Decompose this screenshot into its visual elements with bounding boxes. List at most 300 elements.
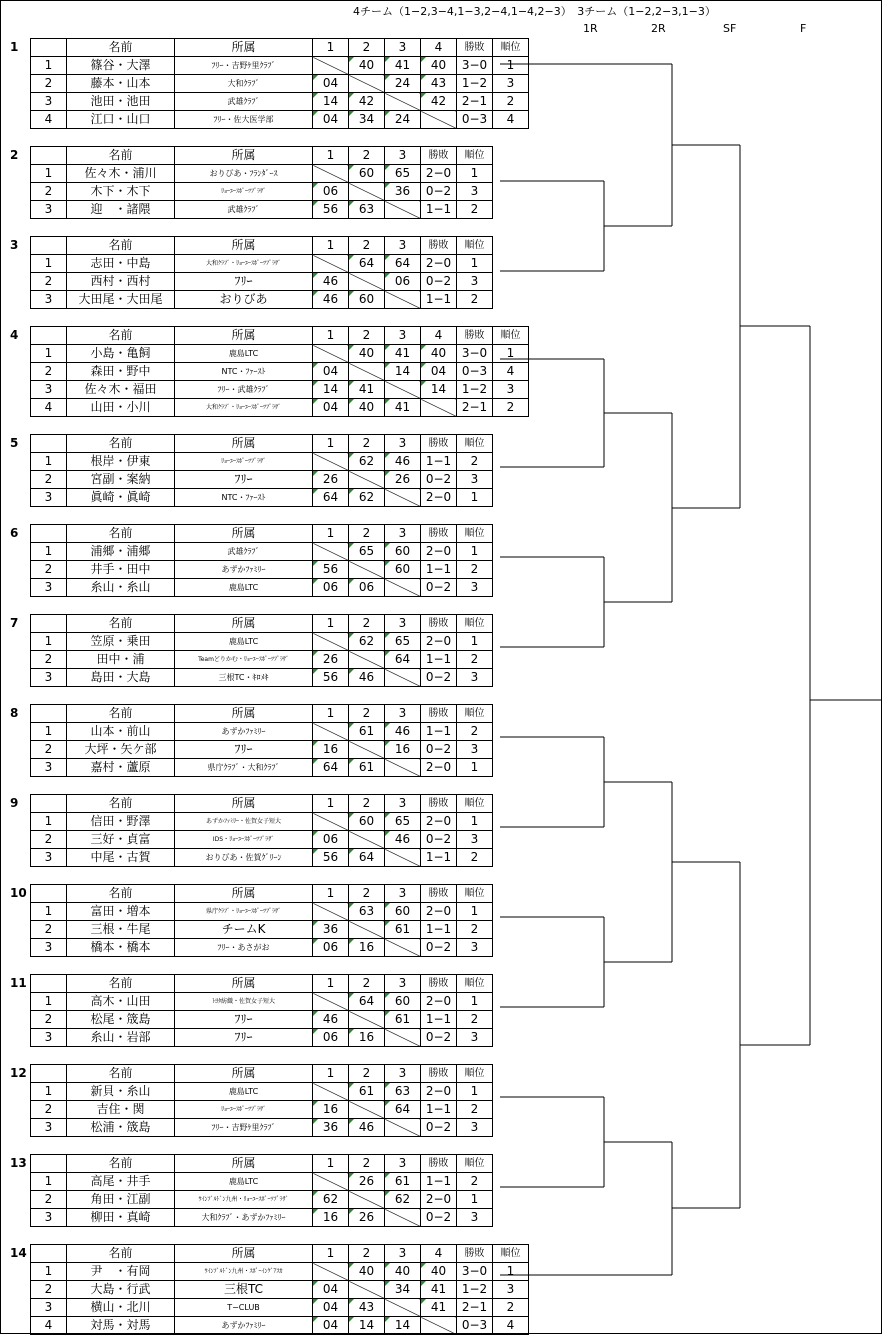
header-affil: 所属 (175, 1245, 313, 1263)
score-cell: 64 (313, 759, 349, 777)
score-cell: 41 (385, 399, 421, 417)
rank: 4 (493, 363, 529, 381)
group-number: 12 (10, 1066, 27, 1080)
rank: 3 (493, 1281, 529, 1299)
rank: 4 (493, 111, 529, 129)
win-loss: 1−1 (421, 849, 457, 867)
player-names: 佐々木・浦川 (67, 165, 175, 183)
player-affiliation: あずかﾌｧﾐﾘｰ・佐賀女子短大 (175, 813, 313, 831)
score-cell: 64 (349, 849, 385, 867)
header-c1: 1 (313, 327, 349, 345)
win-loss: 0−2 (421, 1209, 457, 1227)
header-c2: 2 (349, 237, 385, 255)
player-affiliation: おりびあ・ﾌﾗﾝﾀﾞｰｽ (175, 165, 313, 183)
player-names: 高尾・井手 (67, 1173, 175, 1191)
rank: 2 (457, 723, 493, 741)
header-affil: 所属 (175, 975, 313, 993)
player-affiliation: IDS・ﾘｮｰﾕｰｽﾎﾟｰﾂﾌﾟﾗｻﾞ (175, 831, 313, 849)
score-cell: 41 (421, 1299, 457, 1317)
header-name: 名前 (67, 885, 175, 903)
score-cell: 43 (421, 75, 457, 93)
rank: 3 (457, 1119, 493, 1137)
score-cell: 04 (313, 1317, 349, 1335)
player-affiliation: 三根TC (175, 1281, 313, 1299)
score-cell: 64 (385, 255, 421, 273)
rank: 3 (457, 471, 493, 489)
header-c3: 3 (385, 885, 421, 903)
rank: 1 (457, 903, 493, 921)
player-names: 対馬・対馬 (67, 1317, 175, 1335)
header-c4: 4 (421, 39, 457, 57)
score-cell: 36 (313, 921, 349, 939)
score-cell: 40 (349, 345, 385, 363)
player-no: 3 (31, 381, 67, 399)
score-cell: 65 (385, 165, 421, 183)
player-no: 3 (31, 1029, 67, 1047)
header-c4: 4 (421, 1245, 457, 1263)
win-loss: 1−1 (421, 1101, 457, 1119)
win-loss: 1−1 (421, 291, 457, 309)
player-no: 3 (31, 489, 67, 507)
group-number: 8 (10, 706, 19, 720)
player-affiliation: ﾘｮｰﾕｰｽﾎﾟｰﾂﾌﾟﾗｻﾞ (175, 453, 313, 471)
rank: 1 (457, 633, 493, 651)
header-c2: 2 (349, 1245, 385, 1263)
header-c3: 3 (385, 795, 421, 813)
win-loss: 3−0 (457, 57, 493, 75)
header-name: 名前 (67, 975, 175, 993)
player-affiliation: 鹿島LTC (175, 345, 313, 363)
win-loss: 2−0 (421, 255, 457, 273)
player-affiliation: ﾘｮｰﾕｰｽﾎﾟｰﾂﾌﾟﾗｻﾞ (175, 1101, 313, 1119)
header-c3: 3 (385, 327, 421, 345)
header-wl: 勝敗 (457, 1245, 493, 1263)
score-cell: 16 (313, 741, 349, 759)
group-number: 14 (10, 1246, 27, 1260)
group-number: 1 (10, 40, 19, 54)
player-affiliation: ﾘｮｰﾕｰｽﾎﾟｰﾂﾌﾟﾗｻﾞ (175, 183, 313, 201)
header-c3: 3 (385, 1155, 421, 1173)
score-cell: 04 (313, 111, 349, 129)
player-no: 2 (31, 273, 67, 291)
score-cell: 41 (385, 57, 421, 75)
player-no: 2 (31, 651, 67, 669)
player-affiliation: ﾌﾘｰ (175, 273, 313, 291)
header-c2: 2 (349, 1065, 385, 1083)
player-no: 3 (31, 849, 67, 867)
player-no: 1 (31, 1263, 67, 1281)
player-no: 1 (31, 255, 67, 273)
rank: 2 (457, 651, 493, 669)
round-f-label: F (800, 22, 807, 35)
score-cell: 14 (385, 1317, 421, 1335)
win-loss: 2−0 (421, 759, 457, 777)
win-loss: 2−0 (421, 489, 457, 507)
header-wl: 勝敗 (457, 39, 493, 57)
score-cell: 62 (385, 1191, 421, 1209)
player-names: 根岸・伊東 (67, 453, 175, 471)
win-loss: 2−0 (421, 993, 457, 1011)
score-cell: 46 (385, 831, 421, 849)
player-affiliation: T−CLUB (175, 1299, 313, 1317)
player-affiliation: 武雄ｸﾗﾌﾞ (175, 201, 313, 219)
score-cell: 40 (349, 399, 385, 417)
score-cell: 46 (313, 1011, 349, 1029)
player-names: 宮副・案納 (67, 471, 175, 489)
player-affiliation: 鹿島LTC (175, 1173, 313, 1191)
score-cell: 40 (349, 1263, 385, 1281)
header-rank: 順位 (457, 525, 493, 543)
player-affiliation: おりびあ・佐賀ｸﾞﾘｰﾝ (175, 849, 313, 867)
player-names: 大坪・矢ケ部 (67, 741, 175, 759)
player-names: 橋本・橋本 (67, 939, 175, 957)
player-affiliation: ﾌﾘｰ・武雄ｸﾗﾌﾞ (175, 381, 313, 399)
header-rank: 順位 (457, 1065, 493, 1083)
score-cell: 65 (349, 543, 385, 561)
group-number: 10 (10, 886, 27, 900)
header-c3: 3 (385, 975, 421, 993)
player-names: 木下・木下 (67, 183, 175, 201)
header-rank: 順位 (457, 237, 493, 255)
header-c1: 1 (313, 1065, 349, 1083)
group-number: 3 (10, 238, 19, 252)
header-affil: 所属 (175, 795, 313, 813)
player-affiliation: ﾌﾘｰ (175, 1029, 313, 1047)
score-cell: 16 (385, 741, 421, 759)
score-cell: 26 (313, 651, 349, 669)
rank: 1 (457, 255, 493, 273)
header-affil: 所属 (175, 885, 313, 903)
score-cell: 06 (313, 183, 349, 201)
header-c2: 2 (349, 327, 385, 345)
header-c3: 3 (385, 435, 421, 453)
win-loss: 2−1 (457, 399, 493, 417)
player-affiliation: 武雄ｸﾗﾌﾞ (175, 93, 313, 111)
score-cell: 14 (313, 381, 349, 399)
score-cell: 36 (313, 1119, 349, 1137)
header-wl: 勝敗 (421, 147, 457, 165)
score-cell: 61 (385, 1011, 421, 1029)
rank: 3 (457, 183, 493, 201)
score-cell: 60 (385, 561, 421, 579)
rank: 2 (457, 921, 493, 939)
player-affiliation: 大和ｸﾗﾌﾞ・あずかﾌｧﾐﾘｰ (175, 1209, 313, 1227)
player-no: 1 (31, 633, 67, 651)
score-cell: 06 (385, 273, 421, 291)
score-cell: 16 (349, 939, 385, 957)
win-loss: 0−2 (421, 273, 457, 291)
score-cell: 04 (313, 399, 349, 417)
header-c3: 3 (385, 1065, 421, 1083)
rank: 3 (457, 273, 493, 291)
player-names: 志田・中島 (67, 255, 175, 273)
player-names: 富田・増本 (67, 903, 175, 921)
rank: 1 (457, 165, 493, 183)
rank: 2 (457, 849, 493, 867)
win-loss: 0−2 (421, 471, 457, 489)
player-names: 藤本・山本 (67, 75, 175, 93)
score-cell: 63 (349, 201, 385, 219)
player-affiliation: 大和ｸﾗﾌﾞ・ﾘｮｰﾕｰｽﾎﾟｰﾂﾌﾟﾗｻﾞ (175, 399, 313, 417)
player-no: 2 (31, 1281, 67, 1299)
win-loss: 0−2 (421, 939, 457, 957)
score-cell: 56 (313, 849, 349, 867)
win-loss: 1−1 (421, 201, 457, 219)
header-affil: 所属 (175, 39, 313, 57)
header-affil: 所属 (175, 525, 313, 543)
win-loss: 1−1 (421, 723, 457, 741)
header-rank: 順位 (457, 975, 493, 993)
score-cell: 61 (385, 1173, 421, 1191)
win-loss: 0−2 (421, 1029, 457, 1047)
score-cell: 40 (421, 1263, 457, 1281)
player-affiliation: チームK (175, 921, 313, 939)
score-cell: 14 (385, 363, 421, 381)
header-name: 名前 (67, 435, 175, 453)
player-names: 島田・大島 (67, 669, 175, 687)
player-affiliation: 鹿島LTC (175, 579, 313, 597)
player-names: 角田・江副 (67, 1191, 175, 1209)
player-names: 信田・野澤 (67, 813, 175, 831)
win-loss: 1−2 (457, 75, 493, 93)
win-loss: 1−1 (421, 561, 457, 579)
header-affil: 所属 (175, 1155, 313, 1173)
score-cell: 46 (385, 723, 421, 741)
player-affiliation: 鹿島LTC (175, 1083, 313, 1101)
score-cell: 16 (313, 1101, 349, 1119)
player-names: 吉住・関 (67, 1101, 175, 1119)
win-loss: 2−0 (421, 543, 457, 561)
player-names: 新貝・糸山 (67, 1083, 175, 1101)
player-affiliation: ｳｲﾝﾌﾞﾙﾄﾞﾝ九州・ﾘｮｰﾕｰｽﾎﾟｰﾂﾌﾟﾗｻﾞ (175, 1191, 313, 1209)
score-cell: 63 (349, 903, 385, 921)
player-affiliation: ﾌﾘｰ (175, 741, 313, 759)
header-c1: 1 (313, 1245, 349, 1263)
player-names: 中尾・古賀 (67, 849, 175, 867)
score-cell: 14 (349, 1317, 385, 1335)
header-name: 名前 (67, 147, 175, 165)
header-wl: 勝敗 (421, 615, 457, 633)
score-cell: 40 (421, 345, 457, 363)
player-no: 3 (31, 1299, 67, 1317)
score-cell: 56 (313, 669, 349, 687)
header-c3: 3 (385, 147, 421, 165)
win-loss: 1−1 (421, 1011, 457, 1029)
player-no: 2 (31, 741, 67, 759)
rank: 2 (457, 561, 493, 579)
rank: 1 (457, 543, 493, 561)
header-wl: 勝敗 (421, 237, 457, 255)
rank: 2 (457, 1101, 493, 1119)
score-cell: 43 (349, 1299, 385, 1317)
header-wl: 勝敗 (421, 1155, 457, 1173)
player-no: 1 (31, 165, 67, 183)
score-cell: 65 (385, 813, 421, 831)
win-loss: 0−2 (421, 1119, 457, 1137)
score-cell: 60 (349, 165, 385, 183)
score-cell: 06 (313, 579, 349, 597)
header-c1: 1 (313, 885, 349, 903)
header-c3: 3 (385, 1245, 421, 1263)
rank: 3 (493, 381, 529, 399)
score-cell: 04 (313, 363, 349, 381)
score-cell: 04 (421, 363, 457, 381)
player-affiliation: NTC・ﾌｧｰｽﾄ (175, 363, 313, 381)
header-name: 名前 (67, 237, 175, 255)
header-c2: 2 (349, 795, 385, 813)
header-c2: 2 (349, 39, 385, 57)
header-rank: 順位 (457, 147, 493, 165)
score-cell: 56 (313, 561, 349, 579)
header-wl: 勝敗 (421, 705, 457, 723)
score-cell: 40 (421, 57, 457, 75)
score-cell: 40 (349, 57, 385, 75)
rank: 3 (457, 669, 493, 687)
player-no: 3 (31, 759, 67, 777)
win-loss: 0−3 (457, 1317, 493, 1335)
rank: 1 (457, 813, 493, 831)
header-c1: 1 (313, 975, 349, 993)
win-loss: 1−2 (457, 381, 493, 399)
player-names: 横山・北川 (67, 1299, 175, 1317)
rank: 1 (493, 1263, 529, 1281)
header-affil: 所属 (175, 147, 313, 165)
score-cell: 36 (385, 183, 421, 201)
win-loss: 0−2 (421, 741, 457, 759)
player-names: 眞崎・眞崎 (67, 489, 175, 507)
player-no: 4 (31, 111, 67, 129)
win-loss: 0−2 (421, 831, 457, 849)
header-c1: 1 (313, 237, 349, 255)
header-wl: 勝敗 (421, 885, 457, 903)
score-cell: 26 (349, 1209, 385, 1227)
win-loss: 2−0 (421, 813, 457, 831)
header-rank: 順位 (493, 1245, 529, 1263)
header-affil: 所属 (175, 327, 313, 345)
header-affil: 所属 (175, 1065, 313, 1083)
score-cell: 46 (385, 453, 421, 471)
score-cell: 40 (385, 1263, 421, 1281)
player-no: 3 (31, 1119, 67, 1137)
player-names: 森田・野中 (67, 363, 175, 381)
header-c2: 2 (349, 147, 385, 165)
player-no: 1 (31, 345, 67, 363)
group-number: 9 (10, 796, 19, 810)
player-no: 4 (31, 399, 67, 417)
score-cell: 62 (349, 489, 385, 507)
header-name: 名前 (67, 1155, 175, 1173)
score-cell: 60 (385, 543, 421, 561)
header-affil: 所属 (175, 237, 313, 255)
score-cell: 63 (385, 1083, 421, 1101)
format-note: 4チーム（1−2,3−4,1−3,2−4,1−4,2−3） 3チーム（1−2,2−3,1−3） (353, 5, 716, 18)
player-no: 1 (31, 813, 67, 831)
score-cell: 24 (385, 75, 421, 93)
header-rank: 順位 (493, 327, 529, 345)
header-c3: 3 (385, 705, 421, 723)
rank: 2 (457, 201, 493, 219)
player-affiliation: あずかﾌｧﾐﾘｰ (175, 723, 313, 741)
score-cell: 06 (349, 579, 385, 597)
score-cell: 56 (313, 201, 349, 219)
player-no: 2 (31, 1191, 67, 1209)
header-c2: 2 (349, 615, 385, 633)
player-no: 3 (31, 669, 67, 687)
header-name: 名前 (67, 1065, 175, 1083)
score-cell: 26 (349, 1173, 385, 1191)
score-cell: 06 (313, 831, 349, 849)
header-c1: 1 (313, 147, 349, 165)
score-cell: 04 (313, 75, 349, 93)
win-loss: 3−0 (457, 345, 493, 363)
player-no: 2 (31, 561, 67, 579)
player-affiliation: ﾌﾘｰ・あさがお (175, 939, 313, 957)
header-c2: 2 (349, 525, 385, 543)
score-cell: 64 (313, 489, 349, 507)
header-name: 名前 (67, 795, 175, 813)
score-cell: 24 (385, 111, 421, 129)
player-affiliation: 大和ｸﾗﾌﾞ (175, 75, 313, 93)
player-no: 2 (31, 471, 67, 489)
player-no: 2 (31, 183, 67, 201)
rank: 4 (493, 1317, 529, 1335)
win-loss: 1−1 (421, 921, 457, 939)
score-cell: 16 (349, 1029, 385, 1047)
player-names: 松浦・筬島 (67, 1119, 175, 1137)
header-c2: 2 (349, 975, 385, 993)
header-rank: 順位 (457, 615, 493, 633)
score-cell: 64 (349, 255, 385, 273)
header-c3: 3 (385, 237, 421, 255)
header-rank: 順位 (457, 435, 493, 453)
score-cell: 61 (349, 723, 385, 741)
header-c4: 4 (421, 327, 457, 345)
score-cell: 61 (349, 1083, 385, 1101)
player-names: 松尾・筬島 (67, 1011, 175, 1029)
player-no: 1 (31, 1083, 67, 1101)
win-loss: 3−0 (457, 1263, 493, 1281)
player-affiliation: 県庁ｸﾗﾌﾞ・大和ｸﾗﾌﾞ (175, 759, 313, 777)
rank: 1 (457, 993, 493, 1011)
player-affiliation: 県庁ｸﾗﾌﾞ・ﾘｮｰﾕｰｽﾎﾟｰﾂﾌﾟﾗｻﾞ (175, 903, 313, 921)
rank: 2 (493, 1299, 529, 1317)
header-c3: 3 (385, 615, 421, 633)
header-name: 名前 (67, 525, 175, 543)
header-name: 名前 (67, 327, 175, 345)
player-names: 柳田・真崎 (67, 1209, 175, 1227)
score-cell: 16 (313, 1209, 349, 1227)
score-cell: 61 (385, 921, 421, 939)
win-loss: 1−1 (421, 651, 457, 669)
header-wl: 勝敗 (421, 435, 457, 453)
rank: 1 (457, 1191, 493, 1209)
header-name: 名前 (67, 1245, 175, 1263)
player-no: 1 (31, 453, 67, 471)
score-cell: 26 (385, 471, 421, 489)
score-cell: 62 (313, 1191, 349, 1209)
rank: 3 (457, 831, 493, 849)
player-no: 3 (31, 93, 67, 111)
player-names: 江口・山口 (67, 111, 175, 129)
score-cell: 62 (349, 633, 385, 651)
player-affiliation: ﾄﾖﾀ紡織・佐賀女子短大 (175, 993, 313, 1011)
score-cell: 46 (313, 273, 349, 291)
player-no: 2 (31, 1101, 67, 1119)
rank: 3 (457, 741, 493, 759)
score-cell: 06 (313, 1029, 349, 1047)
score-cell: 60 (349, 813, 385, 831)
rank: 2 (457, 1011, 493, 1029)
